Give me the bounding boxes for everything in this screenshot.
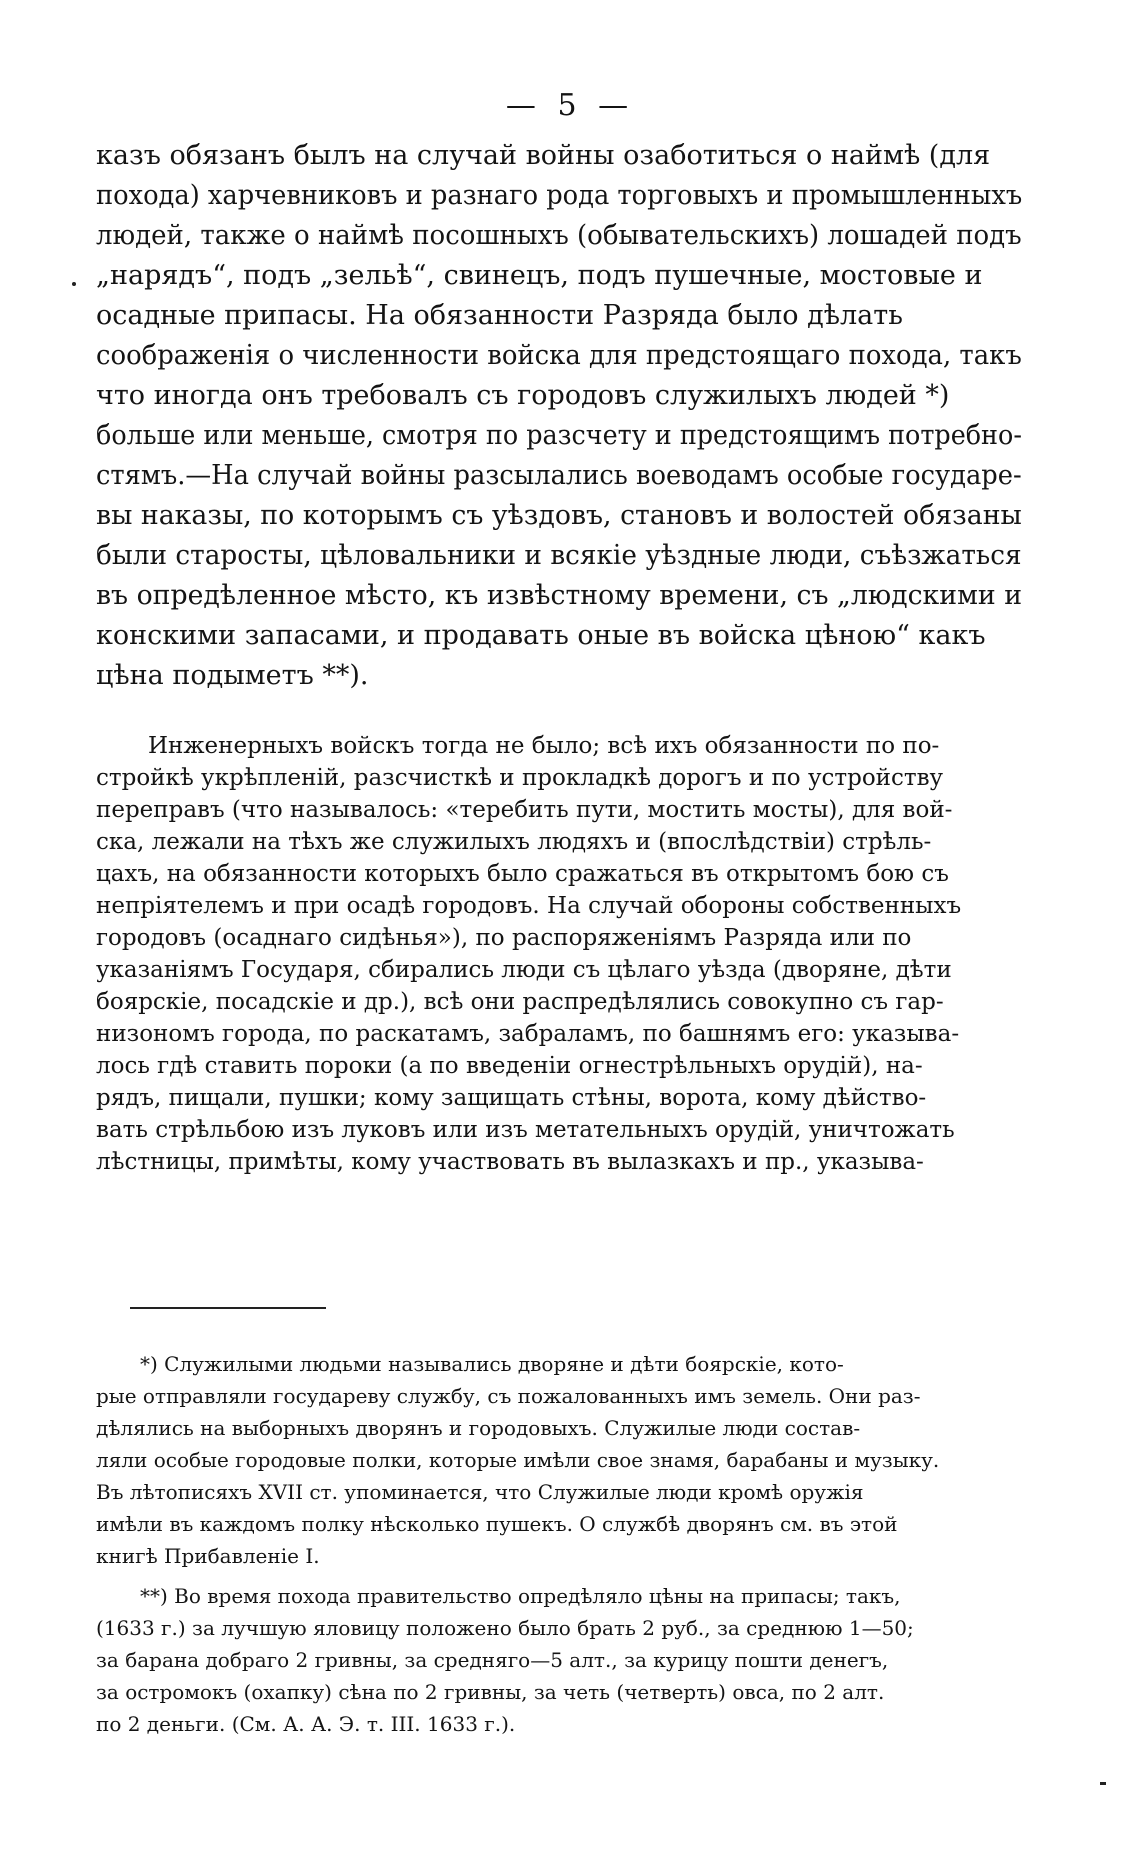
- footnote-divider: [130, 1307, 326, 1309]
- text-line: вать стрѣльбою изъ луковъ или изъ метательныхъ орудій, уничтожать: [96, 1117, 955, 1143]
- text-line: лось гдѣ ставить пороки (а по введеніи огнестрѣльныхъ орудій), на-: [96, 1053, 923, 1079]
- text-line: похода) харчевниковъ и разнаго рода торговыхъ и промышленныхъ: [96, 180, 1023, 211]
- text-line: непріятелемъ и при осадѣ городовъ. На случай обороны собственныхъ: [96, 893, 962, 919]
- text-line: стройкѣ укрѣпленій, разсчисткѣ и прокладкѣ дорогъ и по устройству: [96, 765, 944, 791]
- text-line: Инженерныхъ войскъ тогда не было; всѣ ихъ обязанности по по-: [148, 733, 940, 759]
- footnote-line: за барана добраго 2 гривны, за средняго—5 алт., за курицу пошти денегъ,: [96, 1648, 889, 1672]
- text-line: цѣна подыметъ **).: [96, 660, 369, 691]
- footnote-line: рые отправляли государеву службу, съ пожалованныхъ имъ земель. Они раз-: [96, 1384, 921, 1408]
- text-line: были старосты, цѣловальники и всякіе уѣздные люди, съѣзжаться: [96, 540, 1022, 571]
- page-number: — 5 —: [505, 88, 635, 123]
- footnote-line: Въ лѣтописяхъ XVII ст. упоминается, что Служилые люди кромѣ оружія: [96, 1480, 864, 1504]
- footnote-line: ляли особые городовые полки, которые имѣли свое знамя, барабаны и музыку.: [96, 1448, 940, 1472]
- text-line: что иногда онъ требовалъ съ городовъ служилыхъ людей *): [96, 380, 950, 411]
- text-line: боярскіе, посадскіе и др.), всѣ они распредѣлялись совокупно съ гар-: [96, 989, 944, 1015]
- text-line: ска, лежали на тѣхъ же служилыхъ людяхъ и (впослѣдствіи) стрѣль-: [96, 829, 932, 855]
- scan-speck: [72, 282, 76, 286]
- text-line: соображенія о численности войска для предстоящаго похода, такъ: [96, 340, 1022, 371]
- footnote-line: имѣли въ каждомъ полку нѣсколько пушекъ. О службѣ дворянъ см. въ этой: [96, 1512, 898, 1536]
- text-line: низономъ города, по раскатамъ, забраламъ, по башнямъ его: указыва-: [96, 1021, 960, 1047]
- text-line: лѣстницы, примѣты, кому участвовать въ вылазкахъ и пр., указыва-: [96, 1149, 924, 1175]
- text-line: „нарядъ“, подъ „зельѣ“, свинецъ, подъ пушечные, мостовые и: [96, 260, 983, 291]
- footnote-line: по 2 деньги. (См. А. А. Э. т. III. 1633 г.).: [96, 1712, 516, 1736]
- text-line: вы наказы, по которымъ съ уѣздовъ, становъ и волостей обязаны: [96, 500, 1022, 531]
- text-line: переправъ (что называлось: «теребить пути, мостить мосты), для вой-: [96, 797, 953, 823]
- text-line: цахъ, на обязанности которыхъ было сражаться въ открытомъ бою съ: [96, 861, 949, 887]
- footnote-line: за остромокъ (охапку) сѣна по 2 гривны, за четь (четверть) овса, по 2 алт.: [96, 1680, 885, 1704]
- footnote-line: *) Служилыми людьми назывались дворяне и дѣти боярскіе, кото-: [140, 1352, 844, 1376]
- text-line: больше или меньше, смотря по разсчету и предстоящимъ потребно-: [96, 420, 1022, 451]
- footnote-line: **) Во время похода правительство опредѣляло цѣны на припасы; такъ,: [140, 1584, 901, 1608]
- text-line: казъ обязанъ былъ на случай войны озаботиться о наймѣ (для: [96, 140, 991, 171]
- text-line: указаніямъ Государя, сбирались люди съ цѣлаго уѣзда (дворяне, дѣти: [96, 957, 952, 983]
- text-line: стямъ.—На случай войны разсылались воеводамъ особые государе-: [96, 460, 1022, 491]
- text-line: конскими запасами, и продавать оные въ войска цѣною“ какъ: [96, 620, 986, 651]
- text-line: людей, также о наймѣ посошныхъ (обывательскихъ) лошадей подъ: [96, 220, 1022, 251]
- footnote-line: (1633 г.) за лучшую яловицу положено было брать 2 руб., за среднюю 1—50;: [96, 1616, 914, 1640]
- footnote-line: дѣлялись на выборныхъ дворянъ и городовыхъ. Служилые люди состав-: [96, 1416, 861, 1440]
- text-line: осадные припасы. На обязанности Разряда было дѣлать: [96, 300, 903, 331]
- text-line: городовъ (осаднаго сидѣнья»), по распоряженіямъ Разряда или по: [96, 925, 912, 951]
- text-line: въ опредѣленное мѣсто, къ извѣстному времени, съ „людскими и: [96, 580, 1023, 611]
- text-line: рядъ, пищали, пушки; кому защищать стѣны, ворота, кому дѣйство-: [96, 1085, 927, 1111]
- footnote-line: книгѣ Прибавленіе I.: [96, 1544, 320, 1568]
- scan-speck: [1100, 1782, 1106, 1785]
